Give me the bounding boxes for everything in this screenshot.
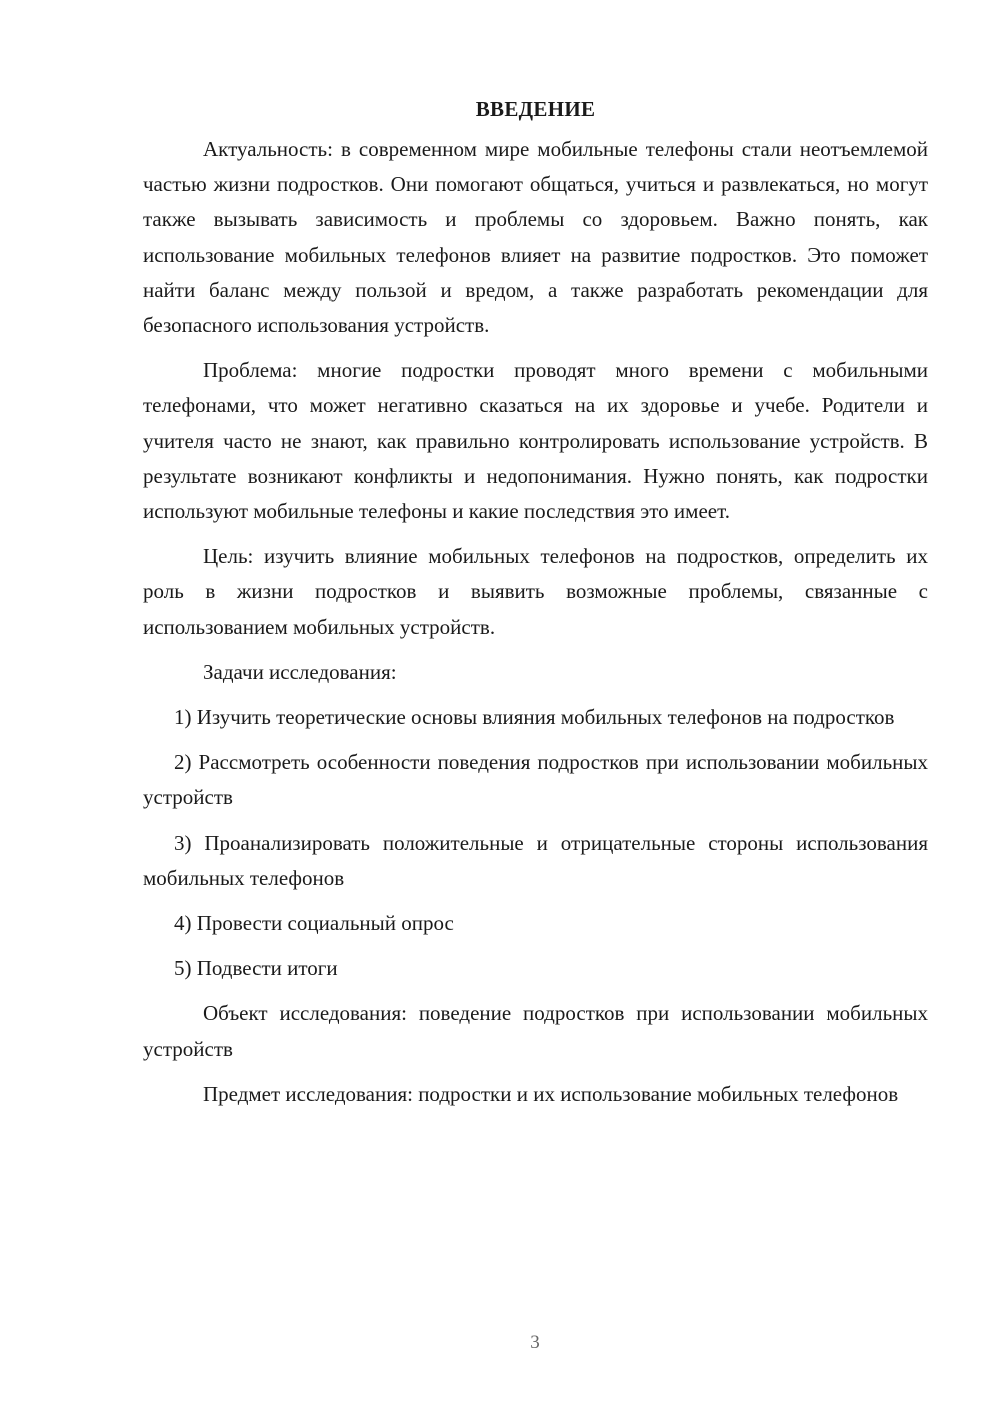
task-item-4: 4) Провести социальный опрос [174,911,454,936]
paragraph-goal: Цель: изучить влияние мобильных телефонов на подростков, определить их роль в жизни подростков и выявить возможные проблемы, связанные с использованием мобильных устройств. [143,544,928,639]
paragraph-subject: Предмет исследования: подростки и их использование мобильных телефонов [203,1081,899,1106]
paragraph-tasks-heading: Задачи исследования: [203,659,397,684]
document-page [143,92,928,1122]
task-item-3: 3) Проанализировать положительные и отрицательные стороны использования мобильных телефонов [143,830,928,890]
paragraph-object: Объект исследования: поведение подростков при использовании мобильных устройств [143,1001,928,1061]
task-item-5: 5) Подвести итоги [174,956,338,981]
page-number: 3 [530,1332,540,1353]
task-item-2: 2) Рассмотреть особенности поведения подростков при использовании мобильных устройств [143,750,928,810]
paragraph-relevance: Актуальность: в современном мире мобильные телефоны стали неотъемлемой частью жизни подростков. Они помогают общаться, учиться и развлекаться, но могут также вызывать зависимость и проблемы со здоровьем. Важно понять, как использование мобильных телефонов влияет на развитие подростков. Это поможет найти баланс между пользой и вредом, а также разработать рекомендации для безопасного использования устройств. [143,137,928,338]
paragraph-problem: Проблема: многие подростки проводят много времени с мобильными телефонами, что может негативно сказаться на их здоровье и учебе. Родители и учителя часто не знают, как правильно контролировать использование устройств. В результате возникают конфликты и недопонимания. Нужно понять, как подростки используют мобильные телефоны и какие последствия это имеет. [143,358,928,524]
page-title: ВВЕДЕНИЕ [475,97,596,121]
task-item-1: 1) Изучить теоретические основы влияния мобильных телефонов на подростков [174,705,895,730]
